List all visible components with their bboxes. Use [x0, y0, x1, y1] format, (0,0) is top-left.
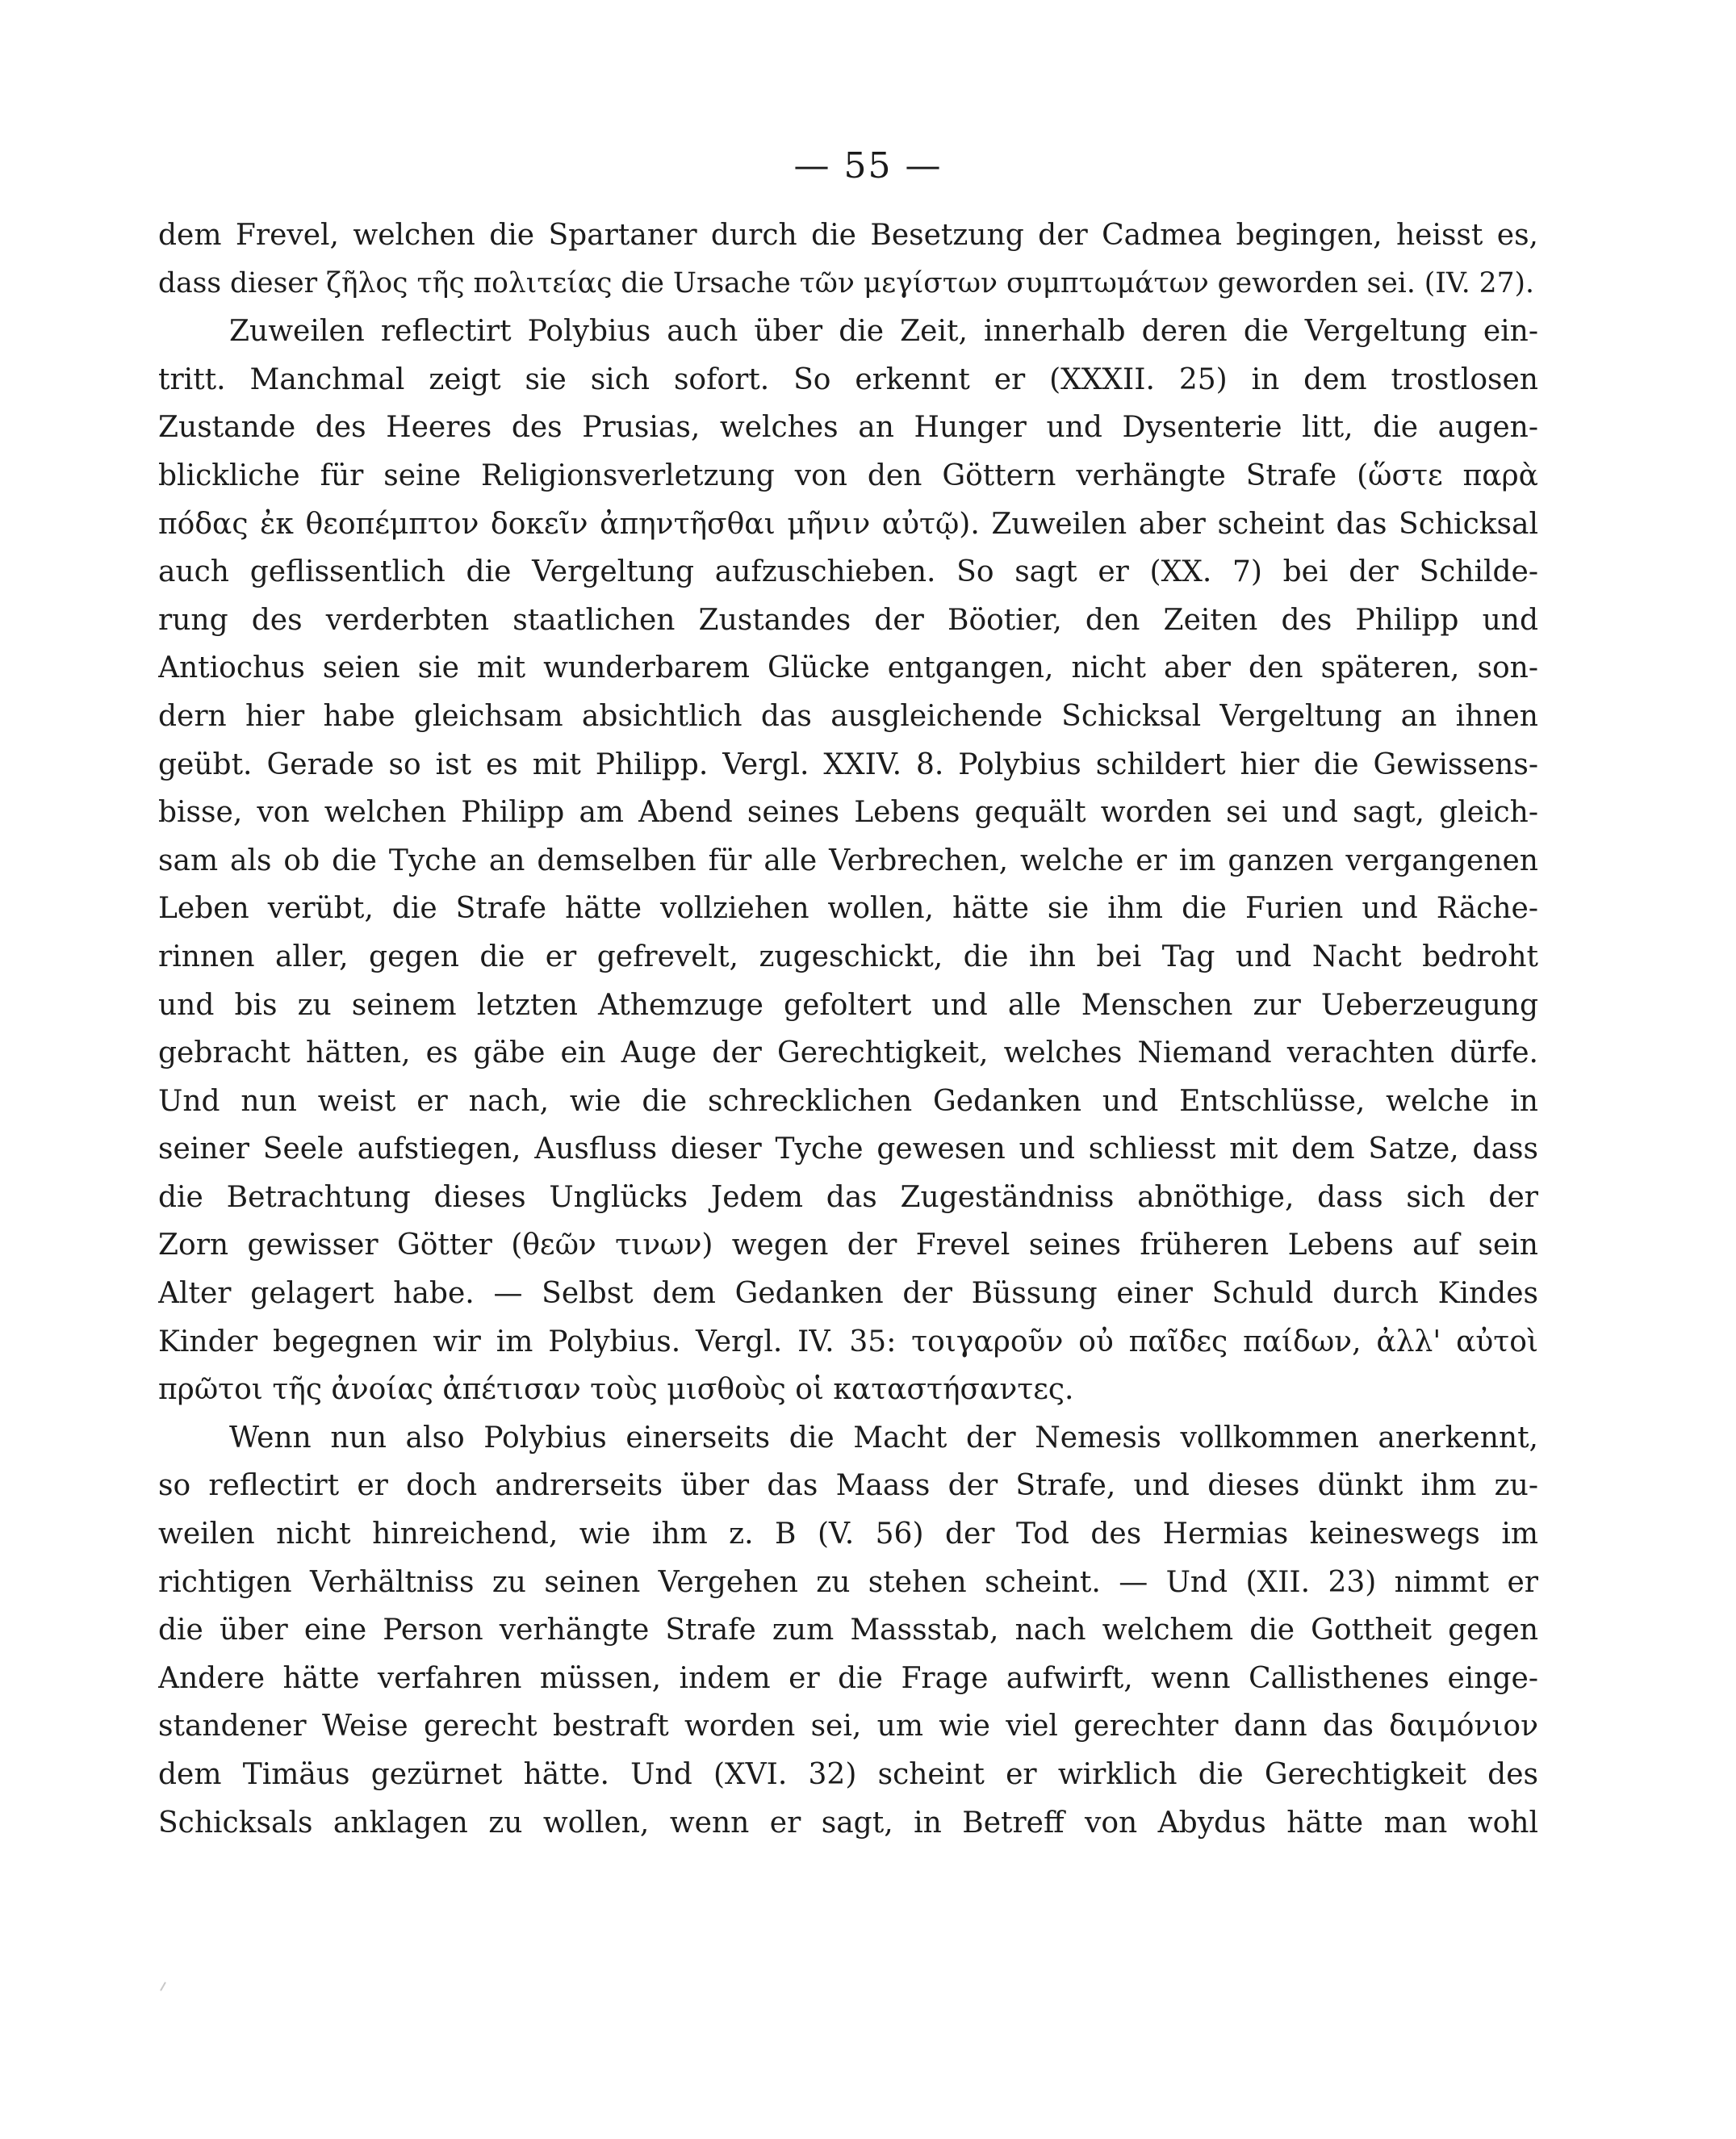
body-text	[158, 211, 1538, 1847]
text-line: so reflectirt er doch andrerseits über das Maass der Strafe, und dieses dünkt ihm zu-	[158, 1469, 1538, 1503]
text-line: dem Frevel, welchen die Spartaner durch die Besetzung der Cadmea begingen, heisst es,	[158, 219, 1538, 252]
text-line: Leben verübt, die Strafe hätte vollziehen wollen, hätte sie ihm die Furien und Räche-	[158, 892, 1538, 926]
text-line: Alter gelagert habe. — Selbst dem Gedanken der Büssung einer Schuld durch Kindes	[158, 1277, 1538, 1311]
text-line: rinnen aller, gegen die er gefrevelt, zugeschickt, die ihn bei Tag und Nacht bedroht	[158, 940, 1538, 973]
text-line: gebracht hätten, es gäbe ein Auge der Gerechtigkeit, welches Niemand verachten dürfe.	[158, 1036, 1538, 1070]
text-line: richtigen Verhältniss zu seinen Vergehen zu stehen scheint. — Und (XII. 23) nimmt er	[158, 1565, 1538, 1599]
text-line: sam als ob die Tyche an demselben für alle Verbrechen, welche er im ganzen vergangenen	[158, 843, 1538, 877]
text-line: die Betrachtung dieses Unglücks Jedem das Zugeständniss abnöthige, dass sich der	[158, 1180, 1538, 1214]
text-line: Zorn gewisser Götter (θεῶν τινων) wegen der Frevel seines früheren Lebens auf sein	[158, 1229, 1538, 1262]
text-line: Antiochus seien sie mit wunderbarem Glücke entgangen, nicht aber den späteren, son-	[158, 651, 1538, 685]
text-line: geübt. Gerade so ist es mit Philipp. Vergl. XXIV. 8. Polybius schildert hier die Gewissens-	[158, 747, 1538, 781]
text-line: Zustande des Heeres des Prusias, welches an Hunger und Dysenterie litt, die augen-	[158, 411, 1538, 445]
text-line: bisse, von welchen Philipp am Abend seines Lebens gequält worden sei und sagt, gleich-	[158, 796, 1538, 830]
text-line: auch geflissentlich die Vergeltung aufzuschieben. So sagt er (XX. 7) bei der Schilde-	[158, 555, 1538, 589]
text-line: weilen nicht hinreichend, wie ihm z. B (V. 56) der Tod des Hermias keineswegs im	[158, 1517, 1538, 1551]
text-line: seiner Seele aufstiegen, Ausfluss dieser Tyche gewesen und schliesst mit dem Satze, dass	[158, 1132, 1538, 1166]
text-line: tritt. Manchmal zeigt sie sich sofort. So erkennt er (XXXII. 25) in dem trostlosen	[158, 362, 1538, 396]
text-line: rung des verderbten staatlichen Zustandes der Böotier, den Zeiten des Philipp und	[158, 603, 1538, 637]
text-line: standener Weise gerecht bestraft worden sei, um wie viel gerechter dann das δαιμόνιον	[158, 1710, 1538, 1743]
text-line: Andere hätte verfahren müssen, indem er die Frage aufwirft, wenn Callisthenes einge-	[158, 1661, 1538, 1695]
page-number: — 55 —	[793, 145, 943, 186]
text-line: Kinder begegnen wir im Polybius. Vergl. IV. 35: τοιγαροῦν οὐ παῖδες παίδων, ἀλλ' αὐτοὶ	[158, 1325, 1538, 1358]
text-line: dem Timäus gezürnet hätte. Und (XVI. 32) scheint er wirklich die Gerechtigkeit des	[158, 1758, 1538, 1791]
scan-speck	[160, 1982, 166, 1990]
text-line: πόδας ἐκ θεοπέμπτον δοκεῖν ἀπηντῆσθαι μῆνιν αὐτῷ). Zuweilen aber scheint das Schicksal	[158, 507, 1538, 541]
text-line: Wenn nun also Polybius einerseits die Macht der Nemesis vollkommen anerkennt,	[229, 1421, 1538, 1455]
text-line: Schicksals anklagen zu wollen, wenn er sagt, in Betreff von Abydus hätte man wohl	[158, 1806, 1538, 1840]
text-line: blickliche für seine Religionsverletzung von den Göttern verhängte Strafe (ὥστε παρὰ	[158, 458, 1538, 492]
text-line: die über eine Person verhängte Strafe zum Massstab, nach welchem die Gottheit gegen	[158, 1614, 1538, 1647]
text-line: dass dieser ζῆλος τῆς πολιτείας die Ursache τῶν μεγίστων συμπτωμάτων geworden sei. (IV. 27).	[158, 266, 1534, 299]
text-line: und bis zu seinem letzten Athemzuge gefoltert und alle Menschen zur Ueberzeugung	[158, 988, 1538, 1022]
text-line: Zuweilen reflectirt Polybius auch über die Zeit, innerhalb deren die Vergeltung ein-	[229, 315, 1538, 349]
text-line: πρῶτοι τῆς ἀνοίας ἀπέτισαν τοὺς μισθοὺς οἱ καταστήσαντες.	[158, 1373, 1074, 1407]
text-line: dern hier habe gleichsam absichtlich das ausgleichende Schicksal Vergeltung an ihnen	[158, 699, 1538, 733]
text-line: Und nun weist er nach, wie die schrecklichen Gedanken und Entschlüsse, welche in	[158, 1084, 1538, 1118]
